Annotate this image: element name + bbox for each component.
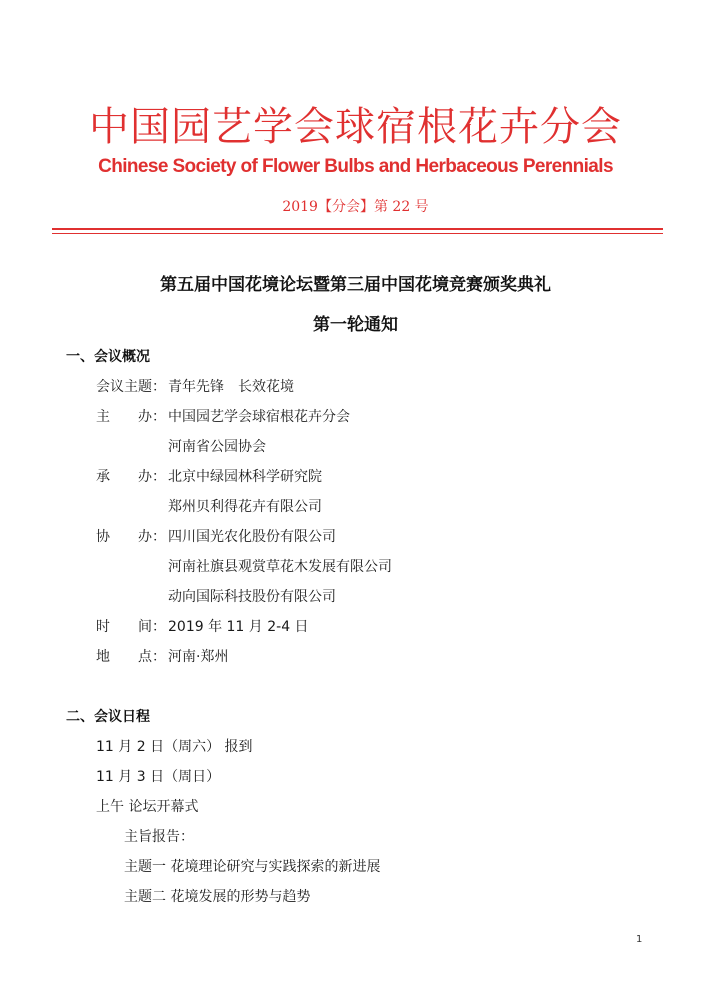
organizer-value-1: 北京中绿园林科学研究院 [168,469,322,485]
keynote-topic-1: 主题一 花境理论研究与实践探索的新进展 [124,859,381,875]
section-heading-overview: 一、会议概况 [66,349,150,365]
organizer-value-2: 郑州贝利得花卉有限公司 [168,499,322,515]
schedule-day-1: 11 月 2 日（周六） 报到 [96,739,253,755]
co-organizer-label: 协 办： [96,529,166,545]
co-organizer-row [96,526,336,546]
meeting-theme-value: 青年先锋 长效花境 [168,379,294,395]
time-label: 时 间： [96,619,166,635]
notice-title: 第五届中国花境论坛暨第三届中国花境竞赛颁奖典礼 [160,275,551,295]
meeting-theme-label: 会议主题： [96,379,166,395]
section-heading-schedule: 二、会议日程 [66,709,150,725]
header-divider-thick [52,228,663,230]
place-label: 地 点： [96,649,166,665]
host-label: 主 办： [96,409,166,425]
keynote-label: 主旨报告： [124,829,194,845]
document-number: 2019【分会】第 22 号 [282,199,429,215]
organization-name-cn: 中国园艺学会球宿根花卉分会 [89,104,622,150]
co-organizer-value-1: 四川国光农化股份有限公司 [168,529,336,545]
header-divider-thin [52,233,663,234]
schedule-morning: 上午 论坛开幕式 [96,799,199,815]
schedule-day-2: 11 月 3 日（周日） [96,769,221,785]
organization-name-en: Chinese Society of Flower Bulbs and Herbaceous Perennials [98,156,613,177]
time-row [96,616,309,636]
place-value: 河南·郑州 [168,649,229,665]
co-organizer-value-3: 动向国际科技股份有限公司 [168,589,336,605]
time-value: 2019 年 11 月 2-4 日 [168,619,309,635]
page-number: 1 [636,934,643,945]
organizer-label: 承 办： [96,469,166,485]
keynote-topic-2: 主题二 花境发展的形势与趋势 [124,889,311,905]
place-row [96,646,228,666]
notice-subtitle: 第一轮通知 [313,315,398,335]
host-value-1: 中国园艺学会球宿根花卉分会 [168,409,350,425]
host-row [96,406,350,426]
organizer-row [96,466,322,486]
meeting-theme-row [96,376,294,396]
co-organizer-value-2: 河南社旗县观赏草花木发展有限公司 [168,559,392,575]
host-value-2: 河南省公园协会 [168,439,266,455]
